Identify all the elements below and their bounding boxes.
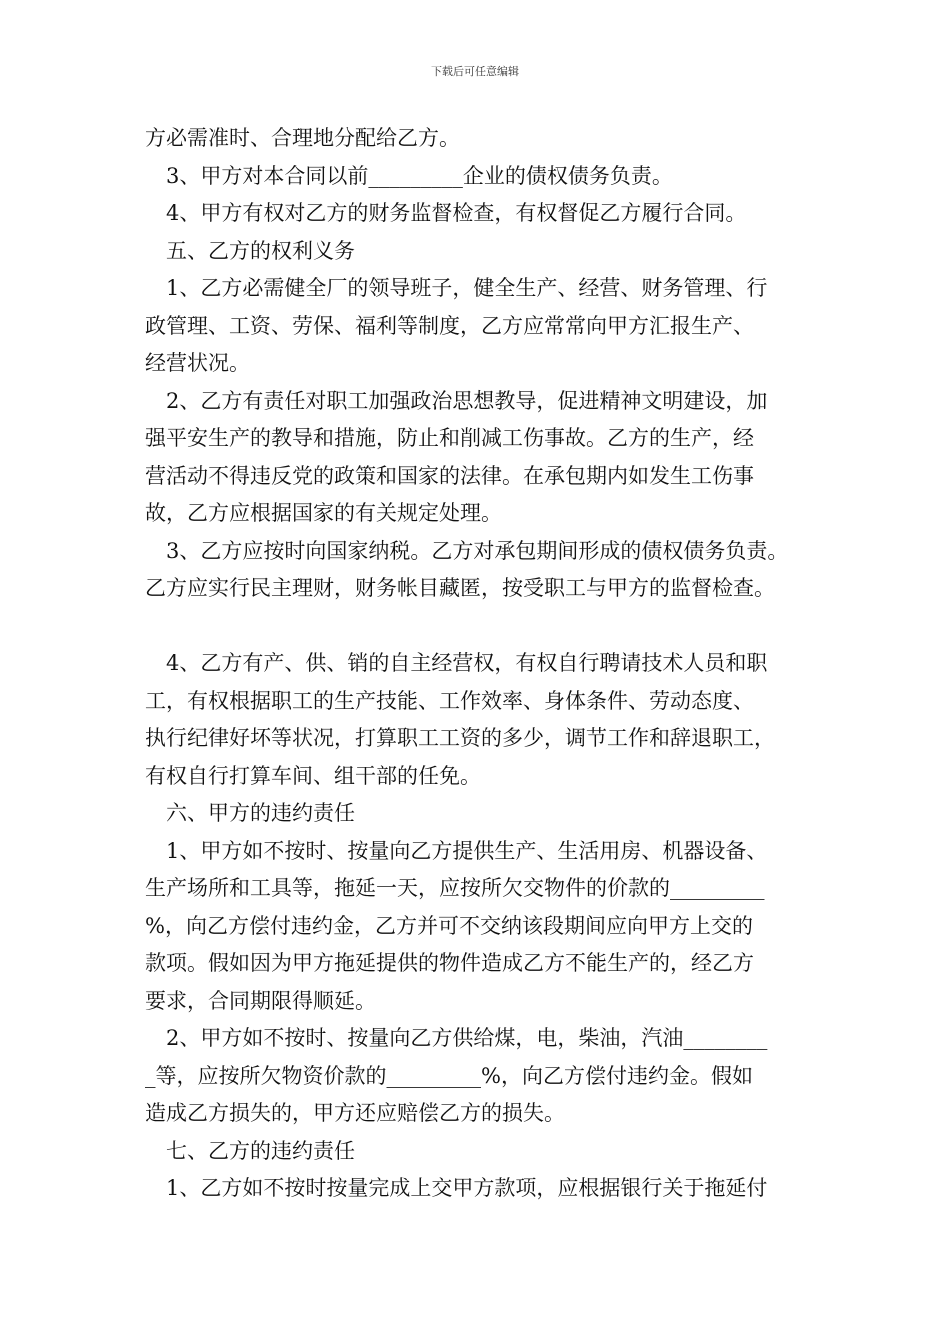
text-line: 3、乙方应按时向国家纳税。乙方对承包期间形成的债权债务负责。 — [166, 538, 789, 563]
text-line: 五、乙方的权利义务 — [166, 238, 355, 263]
blank-line — [145, 608, 825, 646]
text-line: 七、乙方的违约责任 — [166, 1138, 355, 1163]
text-line: _等，应按所欠物资价款的_________%，向乙方偿付违约金。假如 — [145, 1063, 753, 1088]
text-line: 故，乙方应根据国家的有关规定处理。 — [145, 501, 502, 525]
document-body — [145, 120, 825, 1208]
text-line: 政管理、工资、劳保、福利等制度，乙方应常常向甲方汇报生产、 — [145, 313, 754, 338]
text-line: 生产场所和工具等，拖延一天，应按所欠交物件的价款的_________ — [145, 876, 765, 900]
text-line: 造成乙方损失的，甲方还应赔偿乙方的损失。 — [145, 1101, 565, 1125]
text-line: 1、甲方如不按时、按量向乙方提供生产、生活用房、机器设备、 — [166, 838, 768, 863]
text-line: 执行纪律好坏等状况，打算职工工资的多少，调节工作和辞退职工， — [145, 726, 775, 750]
text-line: 六、甲方的违约责任 — [166, 801, 355, 825]
page-header: 下载后可任意编辑 — [431, 65, 519, 78]
text-line: 2、甲方如不按时、按量向乙方供给煤，电，柴油，汽油________ — [166, 1026, 768, 1050]
text-line: 营活动不得违反党的政策和国家的法律。在承包期内如发生工伤事 — [145, 463, 754, 488]
text-line: 乙方应实行民主理财，财务帐目藏匿，按受职工与甲方的监督检查。 — [145, 576, 775, 600]
text-line: 要求，合同期限得顺延。 — [145, 988, 376, 1013]
text-line: 1、乙方必需健全厂的领导班子，健全生产、经营、财务管理、行 — [166, 276, 768, 300]
text-line: 经营状况。 — [145, 351, 250, 375]
text-line: 强平安生产的教导和措施，防止和削减工伤事故。乙方的生产，经 — [145, 426, 754, 450]
text-line: 4、甲方有权对乙方的财务监督检查，有权督促乙方履行合同。 — [166, 201, 747, 225]
text-line: 1、乙方如不按时按量完成上交甲方款项，应根据银行关于拖延付 — [166, 1176, 768, 1200]
text-line: 4、乙方有产、供、销的自主经营权，有权自行聘请技术人员和职 — [166, 651, 768, 675]
text-line: 有权自行打算车间、组干部的任免。 — [145, 763, 481, 788]
text-line: %，向乙方偿付违约金，乙方并可不交纳该段期间应向甲方上交的 — [145, 913, 753, 938]
text-line: 2、乙方有责任对职工加强政治思想教导，促进精神文明建设，加 — [166, 388, 768, 413]
text-line: 工，有权根据职工的生产技能、工作效率、身体条件、劳动态度、 — [145, 688, 754, 713]
text-line: 3、甲方对本合同以前_________企业的债权债务负责。 — [166, 163, 673, 188]
text-line: 方必需准时、合理地分配给乙方。 — [145, 126, 460, 150]
text-line: 款项。假如因为甲方拖延提供的物件造成乙方不能生产的，经乙方 — [145, 951, 754, 975]
